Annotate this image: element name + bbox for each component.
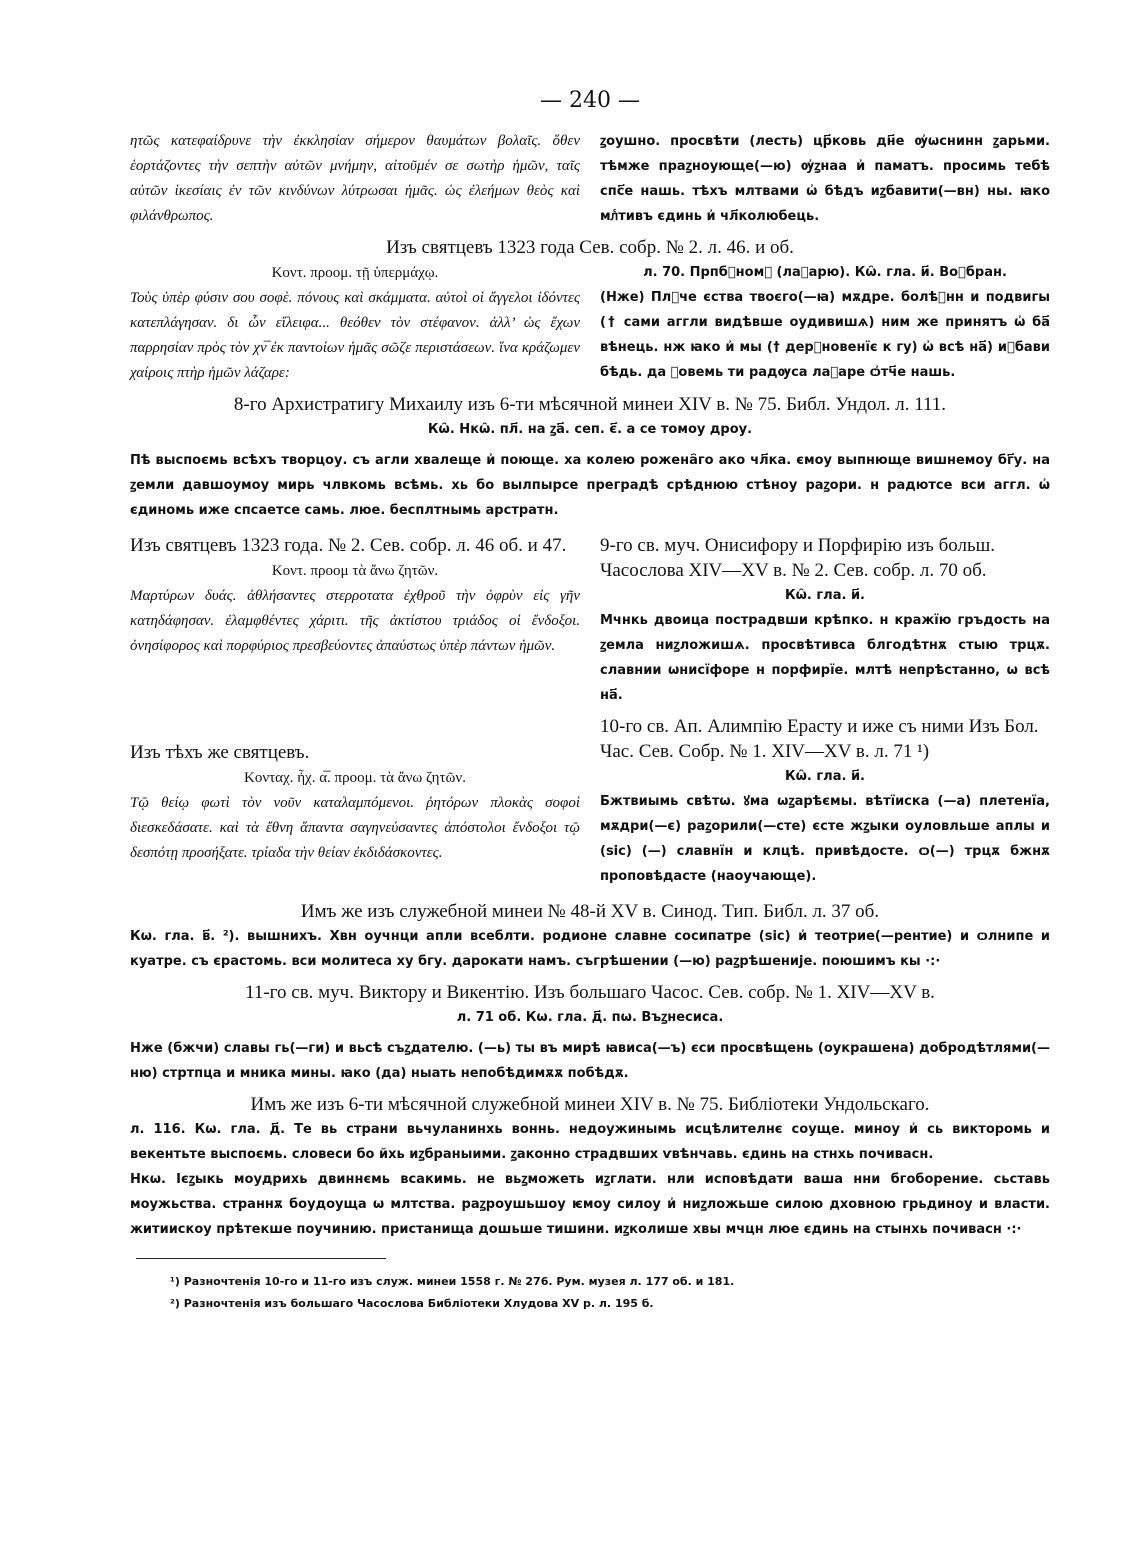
footnote-2-mark: ²) bbox=[170, 1297, 180, 1310]
heading-victor-vikenty: 11-го св. муч. Виктору и Викентію. Изъ большаго Часос. Сев. собр. № 1. XIV—XV в. bbox=[245, 982, 935, 1003]
block5-slavonic-text: Бжтвиымь свѣтѡ. ꙋма ѡꙁарѣємы. вѣтїиска (—а) плетенїа, мѫдри(—є) раꙁорили(—сте) єсте жꙁыки оуловльше аплы и (sic) (—) славнїн и клцѣ. привѣдосте. ѻ(—) трцѫ бжнѫ проповѣдасте (наоучающе). bbox=[600, 794, 1050, 884]
block2-slavonic-text: (Нже) Плⷮче єства твоєго(—ꙗ) мѫдре. болѣꙁнн и подвигы († сами аггли видѣвше оудивишѧ) ним же принятъ ѡ҆ ба҃ вѣнець. нж ꙗко и҆ мы († дерꙁновенїє к гу) ѡ҆ всѣ на҃) иꙁбави бѣдь. да ꙁовемь ти радѹса лаꙁаре ѻ҆тч҃е нашь. bbox=[600, 290, 1050, 380]
block4-row bbox=[130, 533, 1050, 708]
page bbox=[130, 88, 1050, 1315]
synod-slavonic-text: Кѡ. гла. в҃. ²). вышнихъ. Хвн оучнци апли всеблти. родионе славне сосипатре (sic) и҆ теотрие(—рентие) и ѻлнипе и куатре. съ єрастомь. вси молитеса ху бгу. дарокати намъ. съгрѣшении (—ю) раꙁрѣшеније. поюшимъ кы ·:· bbox=[130, 929, 1050, 969]
top-greek-text: ητῶς κατεφαίδρυνε τὴν ἐκκλησίαν σήμερον θαυμάτων βολαῖς. ὅθεν ἑορτάζοντες τὴν σεπτὴν αὐτῶν μνήμην, αἰτοῦμέν σε σωτὴρ ἡμῶν, ταῖς αὐτῶν ἱκεσίαις ἐν τῶν κινδύνων λύτρωσαι ἡμᾶς. ὡς ἐλεήμων θεὸς καὶ φιλάνθρωπος. bbox=[130, 133, 580, 224]
block4-right bbox=[600, 533, 1050, 708]
block5-right-heading: 10-го св. Ап. Алимпію Ерасту и иже съ ними Изъ Бол. Час. Сев. Собр. № 1. XIV—XV в. л. 71 ¹) bbox=[600, 716, 1039, 762]
heading-victor-vikenty-line2: л. 71 об. Кѡ. гла. д҃. пѡ. Въꙁнесиса. bbox=[456, 1010, 724, 1025]
block2-row bbox=[130, 260, 1050, 386]
footnote-divider bbox=[136, 1258, 386, 1259]
undolsky-slavonic-text: Нкѡ. Ієꙁыкь моудрихь двиннємь всакимь. не вьꙁможеть иꙁглати. нли исповѣдати ваша нни бгоборение. сьставь моужьства. страннѫ боудоуща ѡ млтства. раꙁроушьшоу ѥмоу силоу и҆ ниꙁложьше силою дховною грьдиноу и власти. житиискоу прѣтекше поучинию. пристанища дошьше тишини. иꙁколише хвы мчцн люе єдинь на стынхь почивасн ·:· bbox=[130, 1172, 1050, 1237]
block4-right-heading: 9-го св. муч. Онисифору и Порфирію изъ больш. Часослова XIV—XV в. № 2. Сев. собр. л. 70 об. bbox=[600, 535, 996, 581]
page-number: — 240 — bbox=[540, 88, 640, 113]
subheading-michael: Кѡ̑. Нкѡ̑. пл҃. на ꙁа҃. сеп. є҃. а се томоу дроу. bbox=[427, 422, 753, 437]
block2-greek-title: Κοντ. προομ. τῇ ὑπερμάχῳ. bbox=[271, 265, 439, 281]
block4-left bbox=[130, 533, 580, 708]
footnote-2-text: Разночтенія изъ большаго Часослова Библіотеки Хлудова XV р. л. 195 б. bbox=[183, 1297, 654, 1310]
block2-right bbox=[600, 260, 1050, 386]
block4-left-heading: Изъ святцевъ 1323 года. № 2. Сев. собр. л. 46 об. и 47. bbox=[130, 535, 567, 556]
footnote-2 bbox=[130, 1293, 1050, 1315]
block4-greek-title: Κοντ. προομ τὰ ἄνω ζητῶν. bbox=[271, 563, 439, 579]
block2-left bbox=[130, 260, 580, 386]
heading-synod-minea: Имъ же изъ служебной минеи № 48-й XV в. Синод. Тип. Библ. л. 37 об. bbox=[300, 901, 880, 922]
block5-row bbox=[130, 714, 1050, 889]
michael-slavonic-text: Пѣ выспоємь всѣхъ творцоу. съ агли хвалеще и҆ поюще. ха колею рожена҄го ако чл҃ка. ємоу выпнюще вишнемоу бг҃у. на ꙁемли давшоумоу мирь члвкомь всѣмь. хь бо вылпырсе преградѣ срѣднюю стѣноу раꙁори. н радютсе вси аггл. ѡ҆ єдиномь иже спсаетсе самь. люе. бесплтнымь арстратн. bbox=[130, 453, 1050, 518]
heading-undolsky-minea: Имъ же изъ 6-ти мѣсячной служебной минеи XIV в. № 75. Библіотеки Ундольскаго. bbox=[250, 1094, 930, 1115]
victor-slavonic-text: Нже (бжчи) славы гь(—ги) и вьсѣ съꙁдателю. (—ь) ты въ мирѣ ꙗвиса(—ъ) єси просвѣщень (оукрашена) добродѣтлями(—ню) стртпца и мника мины. ꙗко (да) ныать непобѣдимѫѫ побѣдѫ. bbox=[130, 1041, 1050, 1081]
block5-right bbox=[600, 714, 1050, 889]
block2-greek-text: Τοὺς ὑπὲρ φύσιν σου σοφὲ. πόνους καὶ σκάμματα. αὐτοὶ οἱ ἄγγελοι ἰδόντες κατεπλάγησαν. δι ὧν εἴλειφα... θεόθεν τὸν στέφανον. ἀλλ’ ὡς ἔχων παρρησίαν πρὸς τὸν χν̅ ἐκ παντοίων ἡμᾶς σῶζε περιστάσεων. ἵνα κράζωμεν χαίροις πτὴρ ἡμῶν λάζαρε: bbox=[130, 290, 580, 381]
top-slavonic-text: ꙁоушно. просвѣти (лесть) цр҃ковь дн҃е ѹ҆ѡснинн ꙁарьми. тѣмже праꙁноующе(—ю) ѹ҆ꙁнаа и҆ паматъ. просимь тебѣ спс҃е нашь. тѣхъ млтвами ѡ҆ бѣдъ иꙁбавити(—вн) ны. ꙗко млⷭтивъ єдинь и҆ чл҃колюбець. bbox=[600, 134, 1050, 224]
block5-greek-text: Τῷ θείῳ φωτὶ τὸν νοῦν καταλαμπόμενοι. ῥητόρων πλοκὰς σοφοὶ διεσκεδάσατε. καὶ τὰ ἔθνη ἅπαντα σαγηνεύσαντες ἀπόστολοι ἔνδοξοι τῷ δεσπότῃ προσήξατε. τρίαδα τὴν θείαν ἐκδιδάσκοντες. bbox=[130, 795, 580, 861]
footnote-1-mark: ¹) bbox=[170, 1275, 180, 1288]
heading-svyattsev-1323: Изъ святцевъ 1323 года Сев. собр. № 2. л. 46. и об. bbox=[386, 237, 794, 258]
undolsky-slavonic-line: л. 116. Кѡ. гла. д҃. Те вь страни вьчуланинхь воннь. недоужинымь исцѣлителнє соуще. миноу и҆ сь викторомь и векентьте выспоємь. словеси бо йхь иꙁбраныими. ꙁаконно страдвших ѵвѣнчавь. єдинь на стнхь почивасн. bbox=[130, 1122, 1050, 1162]
top-row bbox=[130, 129, 1050, 229]
footnote-1-text: Разночтенія 10-го и 11-го изъ служ. минеи 1558 г. № 276. Рум. музея л. 177 об. и 181. bbox=[183, 1275, 735, 1288]
footnote-1 bbox=[130, 1271, 1050, 1293]
block4-slavonic-text: Мчнкь двоица пострадвши крѣпко. н кражїю гръдость на ꙁемла ниꙁложишѧ. просвѣтивса блгодѣтнѫ стыю трцѫ. славнии ѡнисїфоре н порфирїе. млтѣ непрѣстанно, ѡ всѣ на҃. bbox=[600, 613, 1050, 703]
block5-left bbox=[130, 714, 580, 889]
block5-left-heading: Изъ тѣхъ же святцевъ. bbox=[130, 742, 310, 763]
block2-slavonic-title: л. 70. Прпбⷣномꙋ (лаꙁарю). Кѡ̑. гла. и҃. Воꙁбран. bbox=[643, 265, 1007, 280]
block4-greek-text: Μαρτύρων δυάς. ἀθλήσαντες στερροτατα ἐχθροῦ τὴν ὀφρὺν εἰς γῆν κατηδάφησαν. ἐλαμφθέντες χάριτι. τῆς ἀκτίστου τριάδος οἱ ἔνδοξοι. ὀνησίφορος καὶ πορφύριος πρεσβεύοντες ἀπαύστως ὑπὲρ πάντων ἡμῶν. bbox=[130, 588, 580, 654]
block5-right-sub: Кѡ̑. гла. и҃. bbox=[785, 769, 865, 784]
block4-right-sub: Кѡ̑. гла. и҃. bbox=[785, 588, 865, 603]
block5-greek-title: Κονταχ. ἦχ. α̅. προομ. τὰ ἄνω ζητῶν. bbox=[244, 770, 466, 786]
heading-michael: 8-го Архистратигу Михаилу изъ 6-ти мѣсячной минеи XIV в. № 75. Библ. Ундол. л. 111. bbox=[233, 394, 947, 415]
